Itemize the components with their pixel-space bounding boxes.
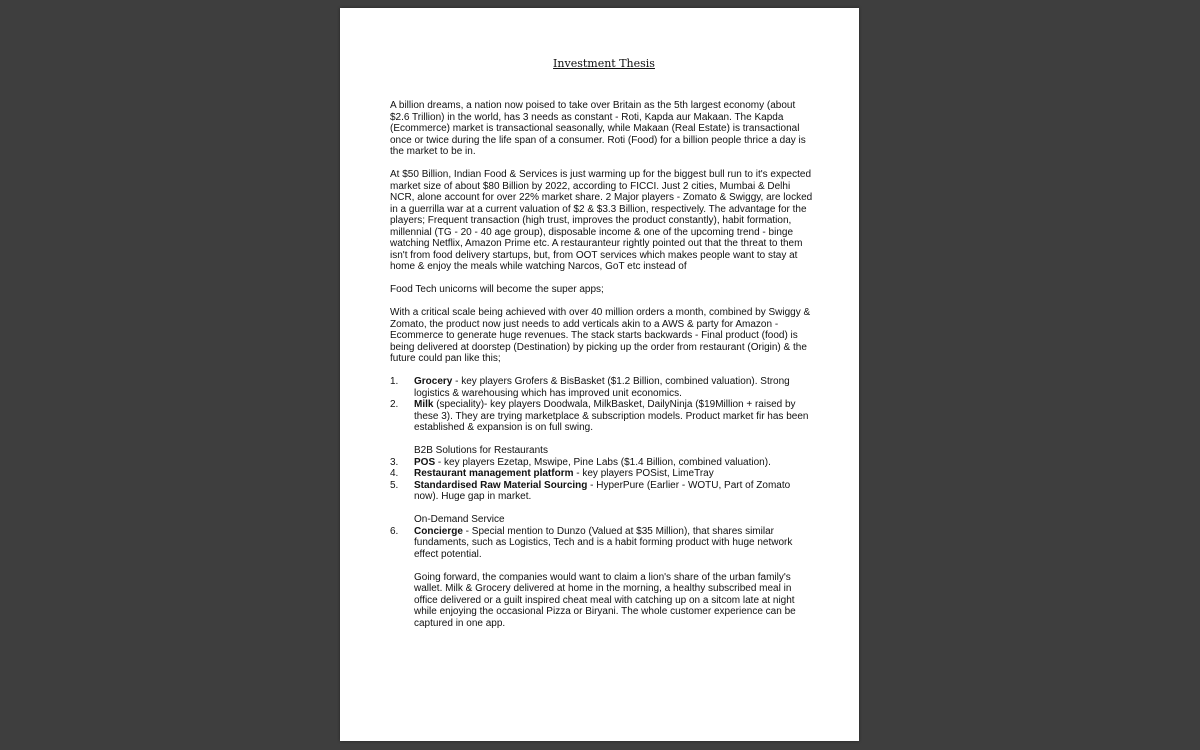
paragraph-scale: With a critical scale being achieved with over 40 million orders a month, combined by Swiggy & Zomato, the product now just needs to add verticals akin to a AWS & party for Amazon - Ecommerce to generate huge revenues. The stack starts backwards - Final product (food) is being delivered at doorstep (Destination) by picking up the order from restaurant (Origin) & the future could pan like this; [390, 307, 811, 364]
list-item-title: Restaurant management platform [414, 468, 574, 479]
list-item [390, 480, 815, 503]
list-item [390, 457, 815, 469]
paragraph-intro: A billion dreams, a nation now poised to take over Britain as the 5th largest economy (about $2.6 Trillion) in the world, has 3 needs as constant - Roti, Kapda aur Makaan. The Kapda (Ecommerce) market is transactional seasonally, while Makaan (Real Estate) is transactional once or twice during the life span of a consumer. Roti (Food) for a billion people thrice a day is the market to be in. [390, 100, 806, 157]
list-item [390, 468, 815, 480]
list-item-number: 2. [390, 399, 399, 410]
list-item-title: Standardised Raw Material Sourcing [414, 479, 588, 491]
list-item-title: Milk [414, 399, 434, 410]
list-item [390, 399, 815, 434]
document-page [340, 8, 859, 741]
list-item-number: 1. [390, 376, 399, 387]
document-body [390, 57, 815, 629]
subheading-b2b: B2B Solutions for Restaurants [414, 445, 548, 456]
list-item [390, 376, 815, 399]
paragraph-super-apps: Food Tech unicorns will become the super apps; [390, 284, 604, 295]
list-item-number: 4. [390, 468, 399, 479]
paragraph-market: At $50 Billion, Indian Food & Services is just warming up for the biggest bull run to it's expected market size of about $80 Billion by 2022, according to FICCI. Just 2 cities, Mumbai & Delhi NCR, alone account for over 22% market share. 2 Major players - Zomato & Swiggy, are locked in a guerrilla war at a current valuation of $2 & $3.3 Billion, respectively. The advantage for the players; Frequent transaction (high trust, improves the product constantly), habit formation, millennial (TG - 20 - 40 age group), disposable income & one of the upcoming trend - binge watching Netflix, Amazon Prime etc. A restauranteur rightly pointed out that the threat to them isn't from food delivery startups, but, from OOT services which makes people want to stay at home & enjoy the meals while watching Narcos, GoT etc instead of [390, 169, 813, 272]
list-item-title: POS [414, 456, 436, 468]
list-item-number: 3. [390, 456, 399, 468]
list-item-number: 5. [390, 479, 399, 491]
spacer [390, 560, 815, 572]
spacer [390, 434, 815, 446]
document-title: Investment Thesis [553, 57, 655, 70]
list-item-number: 6. [390, 525, 399, 537]
spacer [390, 503, 815, 515]
subheading-on-demand: On-Demand Service [414, 514, 505, 525]
list-item-title: Concierge [414, 525, 463, 537]
list-item-text: - Special mention to Dunzo (Valued at $35 Million), that shares similar fundaments, such as Logistics, Tech and is a habit forming product with huge network effect potential. [414, 525, 793, 560]
list-item-text: - key players Ezetap, Mswipe, Pine Labs ($1.4 Billion, combined valuation). [435, 456, 771, 468]
paragraph-closing: Going forward, the companies would want to claim a lion's share of the urban family's wallet. Milk & Grocery delivered at home in the morning, a healthy subscribed meal in office delivered or a guilt inspired cheat meal with catching up on a sitcom late at night while enjoying the occasional Pizza or Biryani. The whole customer experience can be captured in one app. [414, 571, 796, 629]
list-item-text: - HyperPure (Earlier - WOTU, Part of Zomato now). Huge gap in market. [414, 479, 791, 502]
list-item-text: - key players POSist, LimeTray [573, 468, 714, 479]
list-item-title: Grocery [414, 376, 453, 387]
list-item [390, 526, 815, 561]
list-item-text: - key players Grofers & BisBasket ($1.2 Billion, combined valuation). Strong logistics & warehousing which has improved unit economics. [414, 376, 790, 399]
verticals-list [390, 376, 815, 629]
list-item-text: (speciality)- key players Doodwala, MilkBasket, DailyNinja ($19Million + raised by these 3). They are trying marketplace & subscription models. Product market fir has been established & expansion is on full swing. [414, 399, 809, 433]
